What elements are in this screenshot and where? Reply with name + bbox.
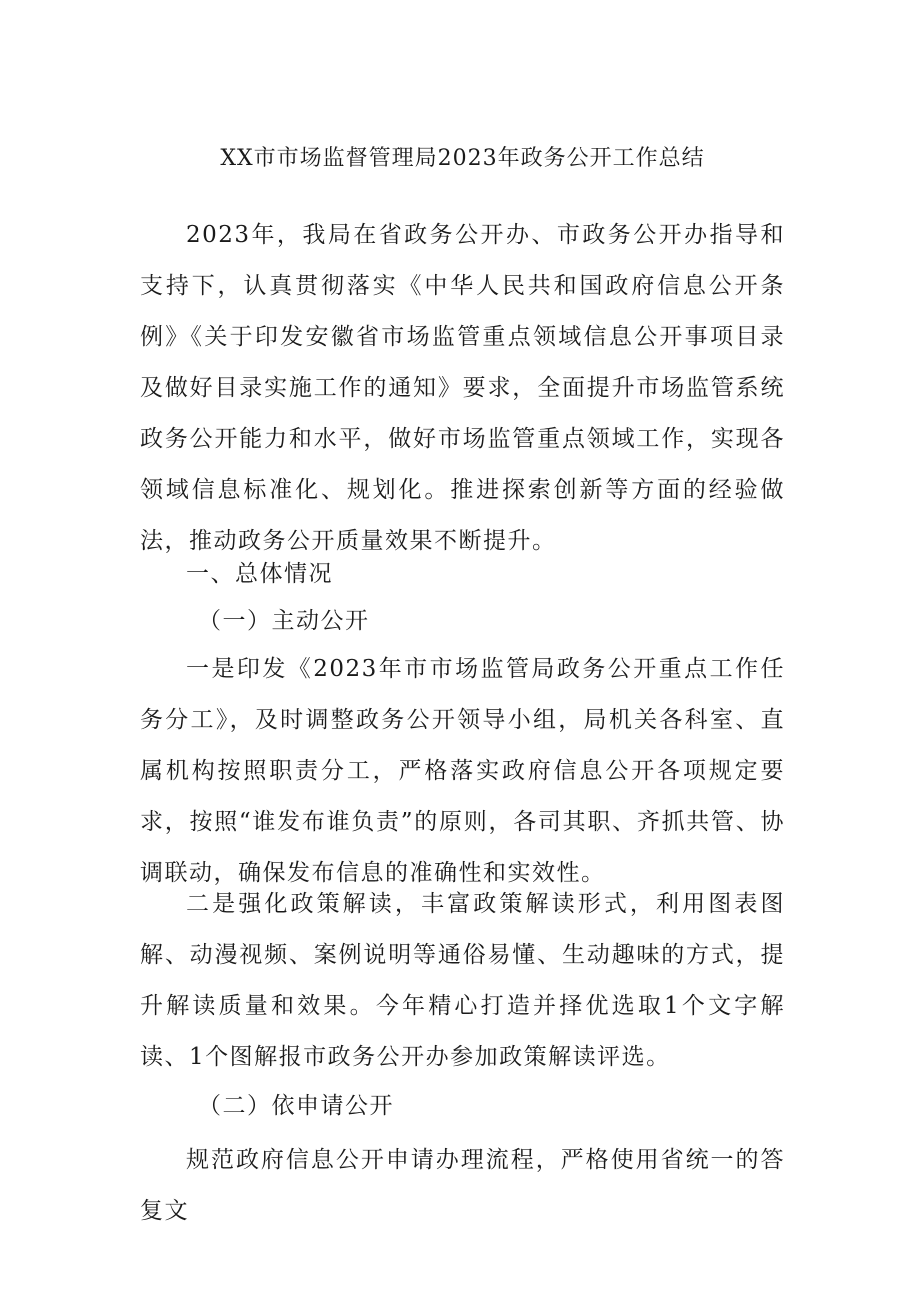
paragraph-second-measure: 二是强化政策解读，丰富政策解读形式，利用图表图解、动漫视频、案例说明等通俗易懂、生动趣味的方式，提升解读质量和效果。今年精心打造并择优选取1个文字解读、1个图解报市政务公开办参加政策解读评选。 [140,891,785,1070]
subsection-heading-proactive-disclosure: （一）主动公开 [198,608,370,634]
subsection-heading-application-disclosure: （二）依申请公开 [198,1093,394,1119]
paragraph-first-measure: 一是印发《2023年市市场监管局政务公开重点工作任务分工》，及时调整政务公开领导小组，局机关各科室、直属机构按照职责分工，严格落实政府信息公开各项规定要求，按照“谁发布谁负责”的原则，各司其职、齐抓共管、协调联动，确保发布信息的准确性和实效性。 [140,656,785,886]
paragraph-application-process: 规范政府信息公开申请办理流程，严格使用省统一的答复文 [140,1147,785,1224]
intro-paragraph: 2023年，我局在省政务公开办、市政务公开办指导和支持下，认真贯彻落实《中华人民共和国政府信息公开条例》《关于印发安徽省市场监管重点领域信息公开事项目录及做好目录实施工作的通知》要求，全面提升市场监管系统政务公开能力和水平，做好市场监管重点领域工作，实现各领域信息标准化、规划化。推进探索创新等方面的经验做法，推动政务公开质量效果不断提升。 [140,222,785,554]
document-title: XX市市场监督管理局2023年政务公开工作总结 [220,146,705,171]
section-heading-overview: 一、总体情况 [186,561,333,587]
